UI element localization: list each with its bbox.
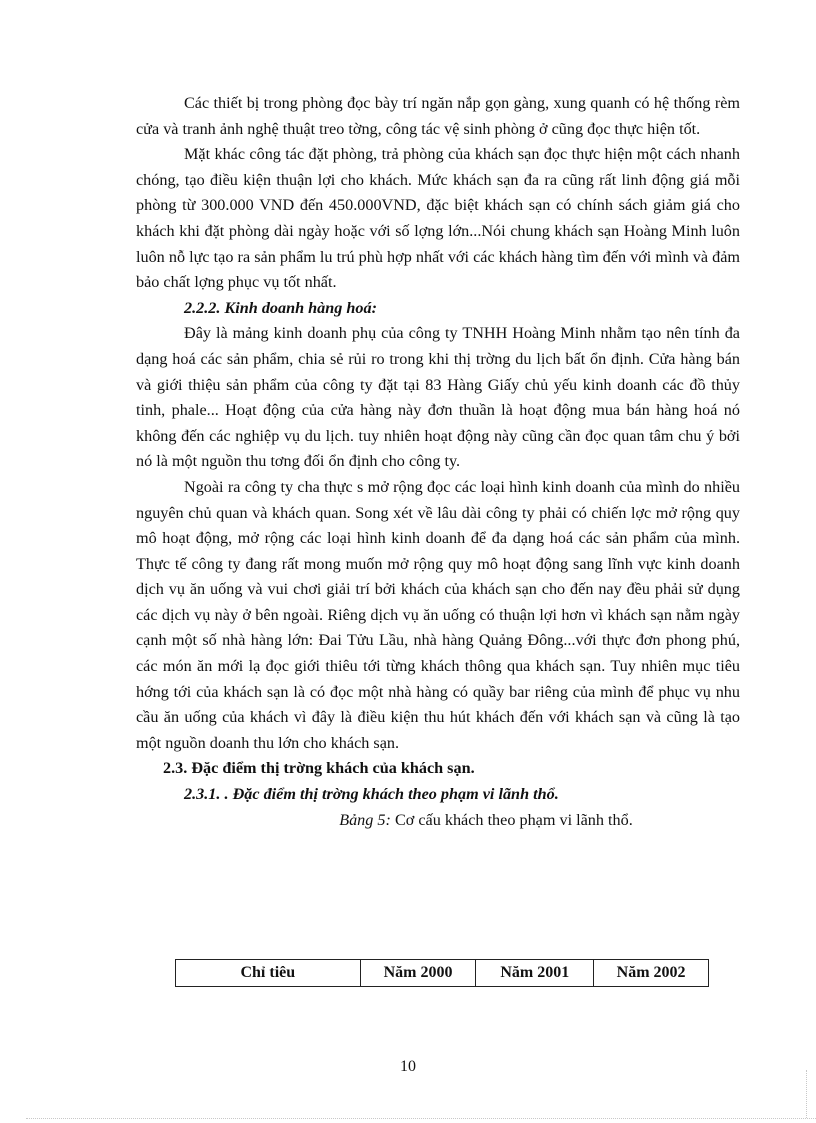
section-heading-2-3: 2.3. Đặc điểm thị trờng khách của khách sạn. — [163, 759, 475, 778]
paragraph-booking: Mặt khác công tác đặt phòng, trả phòng của khách sạn đọc thực hiện một cách nhanh chóng, tạo điều kiện thuận lợi cho khách. Mức khách sạn đa ra cũng rất linh động giá mỗi phòng từ 300.000 VND đến 450.000VND, đặc biệt khách sạn có chính sách giảm giá cho khách khi đặt phòng dài ngày hoặc với số lợng lớn...Nói chung khách sạn Hoàng Minh luôn luôn nỗ lực tạo ra sản phẩm lu trú phù hợp nhất với các khách hàng tìm đến với mình và đảm bảo chất lợng phục vụ tốt nhất. — [136, 145, 740, 292]
paragraph-expansion: Ngoài ra công ty cha thực s mở rộng đọc các loại hình kinh doanh của mình do nhiều nguyên chủ quan và khách quan. Song xét về lâu dài công ty phải có chiến lợc mở rộng quy mô hoạt động, mở rộng các loại hình kinh doanh để đa dạng hoá các sản phẩm của mình. Thực tế công ty đang rất mong muốn mở rộng quy mô hoạt động sang lĩnh vực kinh doanh dịch vụ ăn uống và vui chơi giải trí bởi khách của khách sạn cho đến nay đều phải sử dụng các dịch vụ này ở bên ngoài. Riêng dịch vụ ăn uống có thuận lợi hơn vì khách sạn nằm ngày cạnh một số nhà hàng lớn: Đai Tửu Lầu, nhà hàng Quảng Đông...với thực đơn phong phú, các món ăn mới lạ đọc giới thiêu tới từng khách thông qua khách sạn. Tuy nhiên mục tiêu hớng tới của khách sạn là có đọc một nhà hàng có quầy bar riêng của mình để phục vụ nhu cầu ăn uống của khách vì đây là điều kiện thu hút khách đến với khách sạn và cũng là tạo một nguồn doanh thu lớn cho khách sạn. — [136, 477, 740, 752]
section-heading-2-2-2: 2.2.2. Kinh doanh hàng hoá: — [184, 298, 377, 317]
paragraph-equipment: Các thiết bị trong phòng đọc bày trí ngăn nắp gọn gàng, xung quanh có hệ thống rèm cửa và tranh ảnh nghệ thuật treo tờng, công tác vệ sinh phòng ở cũng đọc thực hiện tốt. — [136, 94, 740, 138]
table-header-cell: Năm 2001 — [476, 960, 594, 987]
body-text — [136, 91, 740, 833]
side-divider — [806, 1070, 807, 1118]
table-header-cell: Chỉ tiêu — [176, 960, 361, 987]
table-header-cell: Năm 2002 — [594, 960, 709, 987]
page-number: 10 — [400, 1058, 416, 1075]
table-header-cell: Năm 2000 — [360, 960, 476, 987]
footer-divider — [26, 1118, 816, 1119]
section-heading-2-3-1: 2.3.1. . Đặc điểm thị trờng khách theo phạm vi lãnh thổ. — [184, 785, 559, 804]
table-caption-text: Cơ cấu khách theo phạm vi lãnh thổ. — [390, 810, 633, 829]
customer-structure-table — [175, 959, 709, 987]
table-caption-label: Bảng 5: — [339, 810, 391, 829]
table-header-row — [176, 960, 709, 987]
table-caption — [136, 808, 740, 834]
paragraph-merchandise: Đây là mảng kinh doanh phụ của công ty TNHH Hoàng Minh nhằm tạo nên tính đa dạng hoá các sản phẩm, chia sẻ rủi ro trong khi thị trờng du lịch bất ổn định. Cửa hàng bán và giới thiệu sản phẩm của công ty đặt tại 83 Hàng Giấy chủ yếu kinh doanh các đồ thủy tinh, phale... Hoạt động của cửa hàng này đơn thuần là hoạt động mua bán hàng hoá nó không đến các nghiệp vụ du lịch. tuy nhiên hoạt động này cũng cần đọc quan tâm chu ý bởi nó là một nguồn thu tơng đối ổn định cho công ty. — [136, 324, 740, 471]
